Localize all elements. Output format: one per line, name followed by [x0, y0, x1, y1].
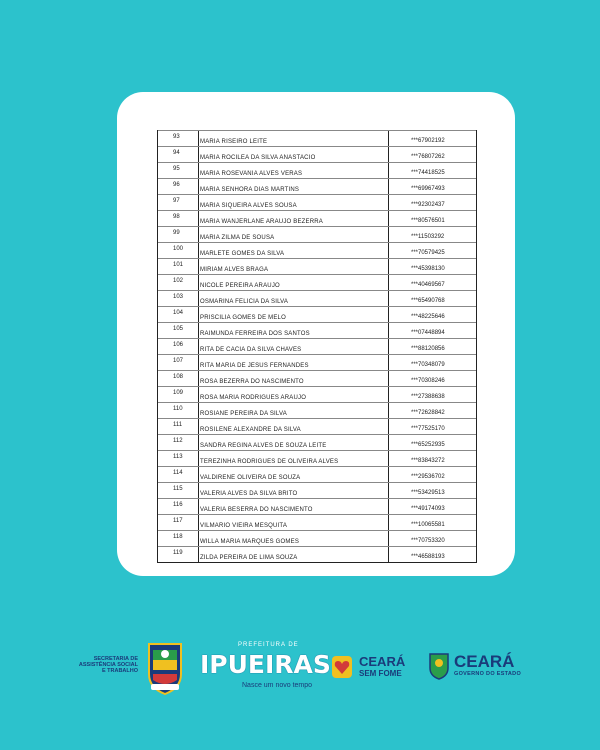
row-name: ROSA MARIA RODRIGUES ARAUJO	[200, 395, 307, 401]
row-doc: ***07448894	[411, 330, 445, 336]
document-page	[157, 130, 475, 561]
row-number-cell	[158, 531, 199, 546]
row-number: 111	[173, 422, 183, 428]
row-name: RITA DE CACIA DA SILVA CHAVES	[200, 347, 302, 353]
row-name-cell	[199, 275, 389, 290]
row-name: OSMARINA FELICIA DA SILVA	[200, 299, 289, 305]
row-number: 98	[173, 214, 180, 220]
row-number: 117	[173, 518, 183, 524]
row-name-cell	[199, 307, 389, 322]
row-number: 118	[173, 534, 183, 540]
row-doc: ***65490768	[411, 298, 445, 304]
table-row	[158, 274, 476, 290]
table-row	[158, 242, 476, 258]
row-name-cell	[199, 339, 389, 354]
row-name: ZILDA PEREIRA DE LIMA SOUZA	[200, 555, 298, 561]
row-name: ROSIANE PEREIRA DA SILVA	[200, 411, 287, 417]
row-doc: ***92302437	[411, 202, 445, 208]
row-doc-cell	[389, 339, 475, 354]
row-number-cell	[158, 371, 199, 386]
row-number-cell	[158, 211, 199, 226]
row-name: MARIA ZILMA DE SOUSA	[200, 235, 275, 241]
row-number: 110	[173, 406, 183, 412]
row-doc: ***67902192	[411, 138, 445, 144]
row-name-cell	[199, 531, 389, 546]
row-number-cell	[158, 163, 199, 178]
row-number: 108	[173, 374, 184, 380]
row-name: VALDIRENE OLIVEIRA DE SOUZA	[200, 475, 301, 481]
row-name-cell	[199, 291, 389, 306]
row-doc-cell	[389, 211, 475, 226]
row-name-cell	[199, 259, 389, 274]
row-name: RITA MARIA DE JESUS FERNANDES	[200, 363, 309, 369]
table-row	[158, 162, 476, 178]
row-number-cell	[158, 355, 199, 370]
row-doc-cell	[389, 483, 475, 498]
prefeitura-slogan: Nasce um novo tempo	[242, 682, 313, 689]
row-name: MARIA SIQUEIRA ALVES SOUSA	[200, 203, 297, 209]
row-doc-cell	[389, 291, 475, 306]
row-number: 114	[173, 470, 183, 476]
row-doc-cell	[389, 147, 475, 162]
row-number: 95	[173, 166, 180, 172]
table-row	[158, 546, 476, 562]
ceara-sem-fome-title: CEARÁ	[359, 654, 406, 669]
row-name-cell	[199, 179, 389, 194]
table-row	[158, 178, 476, 194]
row-number: 96	[173, 182, 180, 188]
row-name: MARIA WANJERLANE ARAUJO BEZERRA	[200, 219, 324, 225]
row-doc: ***70753320	[411, 538, 445, 544]
table-row	[158, 210, 476, 226]
row-number: 102	[173, 278, 184, 284]
row-doc: ***83843272	[411, 458, 445, 464]
row-number: 109	[173, 390, 184, 396]
secretaria-label: SECRETARIA DE ASSISTÊNCIA SOCIAL E TRABALHO	[78, 656, 138, 674]
row-doc-cell	[389, 179, 475, 194]
row-number-cell	[158, 419, 199, 434]
row-number: 106	[173, 342, 184, 348]
row-number-cell	[158, 323, 199, 338]
row-name-cell	[199, 403, 389, 418]
table-row	[158, 322, 476, 338]
row-name-cell	[199, 195, 389, 210]
row-name-cell	[199, 467, 389, 482]
row-name: RAIMUNDA FERREIRA DOS SANTOS	[200, 331, 310, 337]
ipueiras-crest-icon	[143, 640, 187, 696]
row-name-cell	[199, 435, 389, 450]
row-name: PRISCILIA GOMES DE MELO	[200, 315, 286, 321]
row-name: MIRIAM ALVES BRAGA	[200, 267, 269, 273]
row-doc-cell	[389, 515, 475, 530]
table-row	[158, 146, 476, 162]
row-doc-cell	[389, 355, 475, 370]
row-doc: ***48225646	[411, 314, 445, 320]
row-number-cell	[158, 547, 199, 562]
row-name-cell	[199, 371, 389, 386]
row-name-cell	[199, 323, 389, 338]
row-name: SANDRA REGINA ALVES DE SOUZA LEITE	[200, 443, 327, 449]
row-name-cell	[199, 147, 389, 162]
row-doc: ***74418525	[411, 170, 445, 176]
row-number-cell	[158, 499, 199, 514]
row-name: MARIA RISEIRO LEITE	[200, 139, 268, 145]
row-name-cell	[199, 483, 389, 498]
prefeitura-label: PREFEITURA DE	[238, 642, 299, 648]
row-name-cell	[199, 451, 389, 466]
table-row	[158, 530, 476, 546]
ceara-sem-fome-subtitle: SEM FOME	[359, 669, 402, 678]
row-number-cell	[158, 451, 199, 466]
row-number-cell	[158, 227, 199, 242]
table-row	[158, 306, 476, 322]
row-name-cell	[199, 163, 389, 178]
row-name-cell	[199, 355, 389, 370]
table-row	[158, 498, 476, 514]
row-doc-cell	[389, 499, 475, 514]
row-name: VALERIA BESERRA DO NASCIMENTO	[200, 507, 313, 513]
row-name-cell	[199, 243, 389, 258]
row-doc: ***70348079	[411, 362, 445, 368]
row-name: ROSA BEZERRA DO NASCIMENTO	[200, 379, 304, 385]
row-name: MARIA ROSEVANIA ALVES VERAS	[200, 171, 303, 177]
row-number: 115	[173, 486, 183, 492]
row-name: TEREZINHA RODRIGUES DE OLIVEIRA ALVES	[200, 459, 339, 465]
row-name: MARLETE GOMES DA SILVA	[200, 251, 285, 257]
row-doc: ***49174093	[411, 506, 445, 512]
row-doc: ***65252935	[411, 442, 445, 448]
row-doc: ***29536702	[411, 474, 445, 480]
prefeitura-name: IPUEIRAS	[200, 650, 331, 679]
row-number-cell	[158, 515, 199, 530]
row-number: 97	[173, 198, 180, 204]
row-number-cell	[158, 483, 199, 498]
table-row	[158, 386, 476, 402]
row-doc: ***70308246	[411, 378, 445, 384]
row-number-cell	[158, 435, 199, 450]
row-doc-cell	[389, 163, 475, 178]
row-doc-cell	[389, 387, 475, 402]
row-number: 112	[173, 438, 183, 444]
table-row	[158, 466, 476, 482]
prefeitura-logo	[200, 642, 331, 694]
row-doc-cell	[389, 371, 475, 386]
row-doc: ***45398130	[411, 266, 445, 272]
table-row	[158, 194, 476, 210]
row-number-cell	[158, 291, 199, 306]
table-row	[158, 402, 476, 418]
row-name-cell	[199, 499, 389, 514]
row-name: VILMARIO VIEIRA MESQUITA	[200, 523, 288, 529]
table-row	[158, 354, 476, 370]
row-number-cell	[158, 339, 199, 354]
row-doc-cell	[389, 243, 475, 258]
table-row	[158, 258, 476, 274]
document-card	[117, 92, 515, 576]
ceara-sem-fome-icon	[330, 652, 354, 682]
row-name: MARIA SENHORA DIAS MARTINS	[200, 187, 300, 193]
row-number-cell	[158, 259, 199, 274]
row-name: NICOLE PEREIRA ARAUJO	[200, 283, 280, 289]
row-name-cell	[199, 211, 389, 226]
table-row	[158, 482, 476, 498]
row-name-cell	[199, 515, 389, 530]
governo-subtitle: GOVERNO DO ESTADO	[454, 671, 522, 677]
row-name-cell	[199, 419, 389, 434]
row-number-cell	[158, 243, 199, 258]
row-number: 100	[173, 246, 184, 252]
row-number: 107	[173, 358, 184, 364]
row-doc: ***53429513	[411, 490, 445, 496]
row-doc: ***46588193	[411, 554, 445, 560]
row-number-cell	[158, 179, 199, 194]
row-doc-cell	[389, 275, 475, 290]
row-number-cell	[158, 467, 199, 482]
row-number: 116	[173, 502, 183, 508]
row-number: 101	[173, 262, 184, 268]
row-name: MARIA ROCILEA DA SILVA ANASTACIO	[200, 155, 316, 161]
row-number-cell	[158, 147, 199, 162]
state-crest-icon	[428, 652, 450, 680]
table-row	[158, 338, 476, 354]
row-name-cell	[199, 227, 389, 242]
row-number-cell	[158, 403, 199, 418]
row-doc: ***10065581	[411, 522, 445, 528]
row-name-cell	[199, 131, 389, 146]
row-doc-cell	[389, 131, 475, 146]
ceara-sem-fome-logo	[330, 652, 420, 692]
row-doc-cell	[389, 451, 475, 466]
table-row	[158, 514, 476, 530]
row-number: 93	[173, 134, 180, 140]
row-doc-cell	[389, 227, 475, 242]
table-row	[158, 130, 476, 146]
row-number: 119	[173, 550, 183, 556]
row-doc: ***80576501	[411, 218, 445, 224]
row-number-cell	[158, 307, 199, 322]
row-doc-cell	[389, 307, 475, 322]
row-doc: ***72628842	[411, 410, 445, 416]
row-number: 94	[173, 150, 180, 156]
row-number-cell	[158, 387, 199, 402]
table-row	[158, 418, 476, 434]
footer-logos	[0, 632, 600, 702]
row-doc-cell	[389, 547, 475, 562]
row-number-cell	[158, 131, 199, 146]
row-doc-cell	[389, 323, 475, 338]
row-doc-cell	[389, 531, 475, 546]
row-number: 103	[173, 294, 184, 300]
governo-ceara-logo	[428, 652, 528, 692]
row-doc-cell	[389, 467, 475, 482]
row-doc: ***70579425	[411, 250, 445, 256]
row-number: 99	[173, 230, 180, 236]
governo-title: CEARÁ	[454, 652, 515, 671]
beneficiary-table	[157, 130, 477, 563]
row-name-cell	[199, 387, 389, 402]
row-doc: ***11503292	[411, 234, 445, 240]
row-doc: ***27388638	[411, 394, 445, 400]
row-doc-cell	[389, 403, 475, 418]
row-number: 105	[173, 326, 184, 332]
row-name-cell	[199, 547, 389, 562]
row-doc: ***76807262	[411, 154, 445, 160]
row-doc-cell	[389, 259, 475, 274]
table-row	[158, 370, 476, 386]
row-name: ROSILENE ALEXANDRE DA SILVA	[200, 427, 301, 433]
row-name: WILLA MARIA MARQUES GOMES	[200, 539, 300, 545]
row-doc: ***40469567	[411, 282, 445, 288]
row-name: VALERIA ALVES DA SILVA BRITO	[200, 491, 298, 497]
table-row	[158, 434, 476, 450]
row-number: 113	[173, 454, 183, 460]
row-number: 104	[173, 310, 184, 316]
table-row	[158, 450, 476, 466]
row-doc-cell	[389, 435, 475, 450]
row-number-cell	[158, 275, 199, 290]
table-row	[158, 226, 476, 242]
row-doc-cell	[389, 195, 475, 210]
row-doc: ***69967493	[411, 186, 445, 192]
row-doc: ***77525170	[411, 426, 445, 432]
row-number-cell	[158, 195, 199, 210]
row-doc-cell	[389, 419, 475, 434]
row-doc: ***88120856	[411, 346, 445, 352]
table-row	[158, 290, 476, 306]
